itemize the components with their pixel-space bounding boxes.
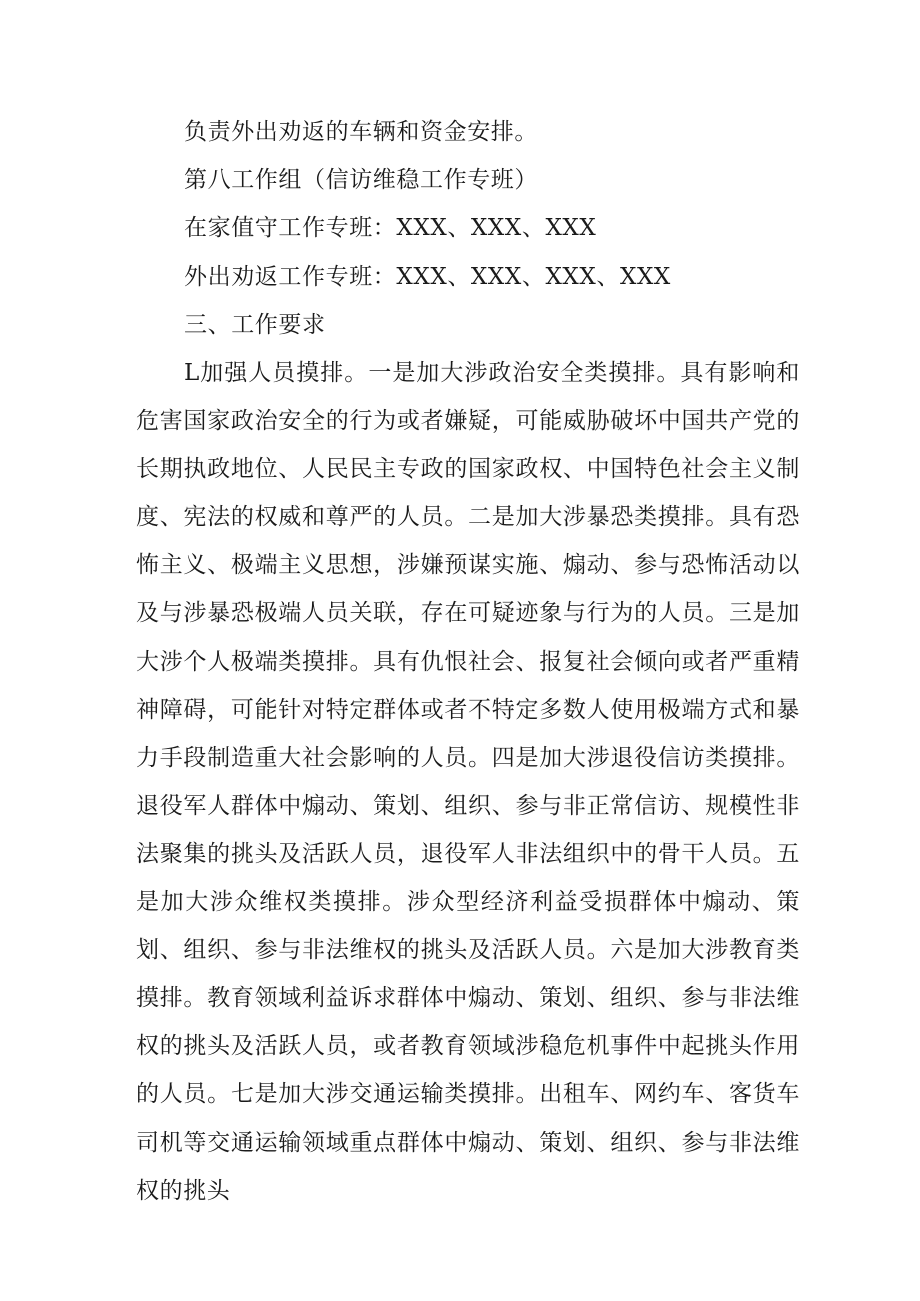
line-home-duty-team: 在家值守工作专班：XXX、XXX、XXX xyxy=(184,215,597,241)
paragraph-vehicle-funding: 负责外出劝返的车辆和资金安排。 xyxy=(184,119,538,145)
paragraph-personnel-screening: L加强人员摸排。一是加大涉政治安全类摸排。具有影响和危害国家政治安全的行为或者嫌疑，可能威胁破坏中国共产党的长期执政地位、人民民主专政的国家政权、中国特色社会主义制度、宪法的权威和尊严的人员。二是加大涉暴恐类摸排。具有恐怖主义、极端主义思想，涉嫌预谋实施、煽动、参与恐怖活动以及与涉暴恐极端人员关联，存在可疑迹象与行为的人员。三是加大涉个人极端类摸排。具有仇恨社会、报复社会倾向或者严重精神障碍，可能针对特定群体或者不特定多数人使用极端方式和暴力手段制造重大社会影响的人员。四是加大涉退役信访类摸排。退役军人群体中煽动、策划、组织、参与非正常信访、规模性非法聚集的挑头及活跃人员，退役军人非法组织中的骨干人员。五是加大涉众维权类摸排。涉众型经济利益受损群体中煽动、策划、组织、参与非法维权的挑头及活跃人员。六是加大涉教育类摸排。教育领域利益诉求群体中煽动、策划、组织、参与非法维权的挑头及活跃人员，或者教育领域涉稳危机事件中起挑头作用的人员。七是加大涉交通运输类摸排。出租车、网约车、客货车司机等交通运输领域重点群体中煽动、策划、组织、参与非法维权的挑头 xyxy=(136,360,800,1204)
heading-work-group-eight: 第八工作组（信访维稳工作专班） xyxy=(184,167,538,193)
section-heading-work-requirements: 三、工作要求 xyxy=(184,312,326,338)
line-persuasion-team: 外出劝返工作专班：XXX、XXX、XXX、XXX xyxy=(184,264,671,290)
